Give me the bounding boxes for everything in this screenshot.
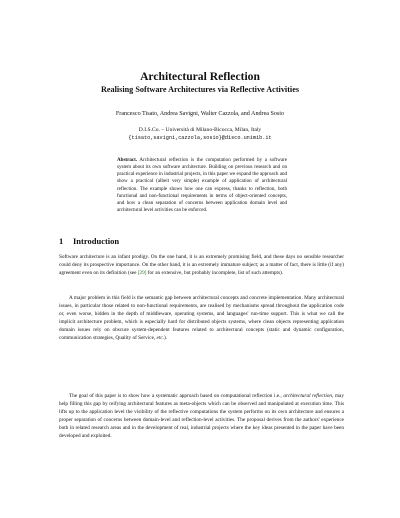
section-heading — [59, 236, 119, 246]
affiliation-email: {tisato,savigni,cazzola,sosio}@disco.unimib.it — [128, 135, 272, 141]
abstract — [117, 157, 287, 214]
paragraph-3-emphasis: architectural reflection — [283, 393, 333, 399]
author-list: Francesco Tisato, Andrea Savigni, Walter Cazzola, and Andrea Sosio — [115, 111, 285, 117]
paragraph-1 — [59, 254, 344, 278]
paragraph-3-text-b: , may help filling this gap by reifying architectural features as meta-objects which can be observed and manipulated at execution time. This lifts up to the application level the visibility of the reflective computations the system performs on its own architecture and ensures a proper separation of concerns between domain-level and reflection-level activities. The proposal derives from the authors' experience both in related research areas and in the development of real, industrial projects where the key ideas presented in the paper have been developed and exploited. — [59, 393, 345, 439]
paragraph-2-text-b: ). — [163, 334, 168, 341]
paper-title: Architectural Reflection — [140, 70, 260, 83]
section-number: 1 — [59, 236, 64, 246]
paragraph-2 — [59, 295, 344, 343]
abstract-label: Abstract. — [117, 157, 138, 163]
paragraph-2-etc: etc. — [156, 334, 164, 341]
abstract-text: Architectural reflection is the computation performed by a software system about its own software architecture. Building on previous research and on practical experience in industrial projects, in this paper we expand the approach and show a practical (albeit very simple) example of application of architectural reflection. The example shows how one can express, thanks to reflection, both functional and non-functional requirements in terms of object-oriented concepts, and how a clean separation of concerns between application domain level and architectural level activities can be enforced. — [117, 157, 287, 214]
paper-subtitle: Realising Software Architectures via Reflective Activities — [100, 85, 300, 94]
paragraph-1-text-a: Software architecture is an infant prodigy. On the one hand, it is an extremely promising field, and these days no sensible researcher could deny its prospective importance. On the other hand, it is an extremely immature subject; as a matter of fact, there is little (if any) agreement even on its definition (see — [59, 254, 344, 276]
paragraph-3-text-a: The goal of this paper is to show how a systematic approach based on computational reflection i.e., — [69, 393, 284, 399]
section-title: Introduction — [73, 236, 120, 246]
paragraph-1-text-b: for an extensive, but probably incomplete, list of such attempts). — [146, 269, 284, 276]
citation-link[interactable]: [29] — [137, 269, 147, 276]
affiliation-block — [0, 126, 400, 142]
paragraph-3 — [59, 393, 344, 441]
affiliation-institution: D.I.S.Co. – Università di Milano-Bicocca, Milan, Italy — [138, 127, 262, 133]
paragraph-2-text-a: A major problem in this field is the semantic gap between architectural concepts and concrete implementation. Many architectural issues, in particular those related to non-functional requirements, are realised by mechanisms spread throughout the application code or, even worse, hidden in the depth of middleware, operating systems, and languages' run-time support. This is what we call the implicit architecture problem, which is especially hard for distributed objects systems, where clean objects representing application domain issues rely on obscure system-dependent features related to architectural concepts (static and dynamic configuration, communication strategies, Quality of Service, — [59, 295, 344, 341]
